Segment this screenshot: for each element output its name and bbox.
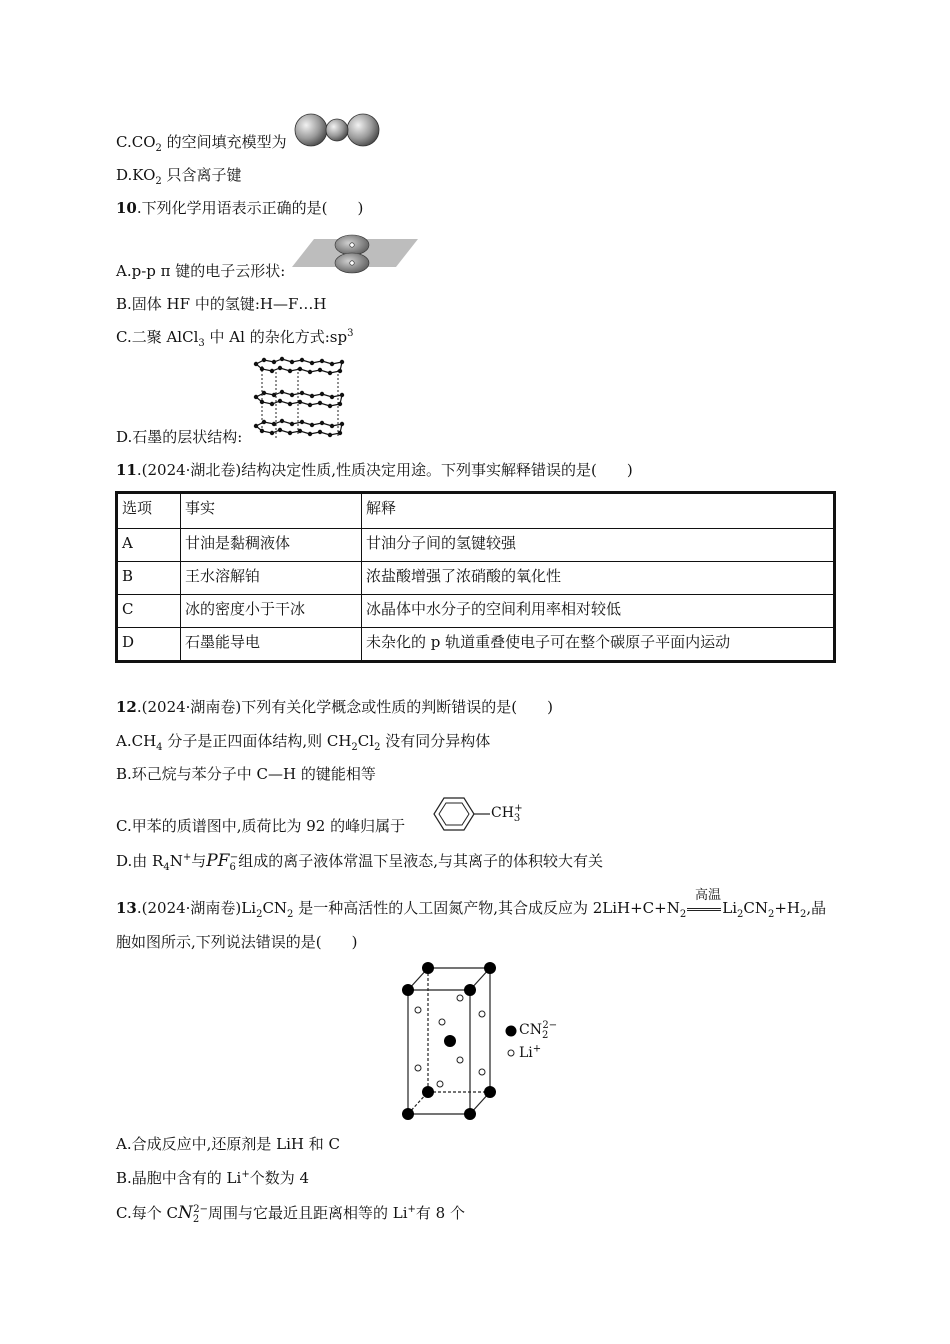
table-cell: 王水溶解铂 (181, 562, 362, 595)
li2cn2-unit-cell (398, 960, 508, 1122)
q12-option-c[interactable]: C.甲苯的质谱图中,质荷比为 92 的峰归属于 (116, 817, 406, 835)
table-cell: 甘油是黏稠液体 (181, 529, 362, 562)
table-header-row (117, 493, 835, 529)
table-row (117, 595, 835, 628)
table-row (117, 562, 835, 595)
reaction-condition: 高温 (695, 888, 722, 903)
co2-space-filling-model (294, 112, 380, 150)
reaction-arrow (687, 908, 721, 911)
q13-option-b[interactable]: B.晶胞中含有的 Li+个数为 4 (116, 1169, 310, 1187)
q10-option-a[interactable]: A.p-p π 键的电子云形状: (116, 262, 286, 280)
header-cell: 事实 (181, 493, 362, 529)
toluene-ion-structure (432, 794, 492, 834)
q9-option-d[interactable]: $D.KO_2$ 只含离子键 (116, 166, 242, 187)
methyl-cation-label: $CH_3^+$ (491, 803, 523, 824)
graphite-layer-structure (252, 356, 346, 440)
table-cell: 未杂化的 p 轨道重叠使电子可在整个碳原子平面内运动 (362, 628, 835, 662)
legend-cn2-label: $CN_2^{2-}$ (519, 1020, 558, 1041)
table-row (117, 628, 835, 662)
table-cell: B (117, 562, 181, 595)
q9-option-c[interactable]: $C.CO_2$ 的空间填充模型为 (116, 133, 287, 154)
header-cell: 解释 (362, 493, 835, 529)
p-p-pi-bond-electron-cloud (292, 233, 418, 279)
q13-stem-line2: 胞如图所示,下列说法错误的是( ) (116, 933, 358, 951)
q12-option-a[interactable]: $A.CH_4$ 分子是正四面体结构,则 $CH_2Cl_2$ 没有同分异构体 (116, 732, 491, 753)
header-cell: 选项 (117, 493, 181, 529)
table-cell: D (117, 628, 181, 662)
table-cell: A (117, 529, 181, 562)
q13-stem: 13.(2024·湖南卷)$Li_2CN_2$ 是一种高活性的人工固氮产物,其合成反应为 $2LiH+C+N_2$ $Li_2CN_2+H_2$,晶 (116, 899, 827, 920)
table-row (117, 529, 835, 562)
legend-li-label: Li+ (519, 1043, 542, 1061)
q11-table (115, 491, 836, 663)
q12-option-b[interactable]: B.环己烷与苯分子中 C—H 的键能相等 (116, 765, 376, 783)
legend-li-marker-icon (507, 1049, 515, 1057)
q10-option-b[interactable]: B.固体 HF 中的氢键:H—F…H (116, 295, 327, 313)
table-cell: 甘油分子间的氢键较强 (362, 529, 835, 562)
table-cell: 冰晶体中水分子的空间利用率相对较低 (362, 595, 835, 628)
q12-stem: 12.(2024·湖南卷)下列有关化学概念或性质的判断错误的是( ) (116, 698, 553, 716)
q10-option-d[interactable]: D.石墨的层状结构: (116, 428, 243, 446)
table-cell: 浓盐酸增强了浓硝酸的氧化性 (362, 562, 835, 595)
table-cell: 冰的密度小于干冰 (181, 595, 362, 628)
q13-option-a[interactable]: A.合成反应中,还原剂是 LiH 和 C (116, 1135, 340, 1153)
q12-option-d[interactable]: D.由 $R_4N^+$与$PF_6^-$组成的离子液体常温下呈液态,与其离子的体积较大有关 (116, 851, 604, 873)
q10-stem: 10.下列化学用语表示正确的是( ) (116, 199, 364, 217)
table-cell: 石墨能导电 (181, 628, 362, 662)
table-cell: C (117, 595, 181, 628)
q11-stem: 11.(2024·湖北卷)结构决定性质,性质决定用途。下列事实解释错误的是( ) (116, 461, 633, 479)
q10-option-c[interactable]: C.二聚 AlCl$_3$ 中 Al 的杂化方式$:sp^3$ (116, 328, 354, 349)
q13-option-c[interactable]: C.每个 $CN_2^{2-}$周围与它最近且距离相等的 Li+有 8 个 (116, 1203, 465, 1225)
legend-cn2-marker-icon (505, 1025, 517, 1037)
